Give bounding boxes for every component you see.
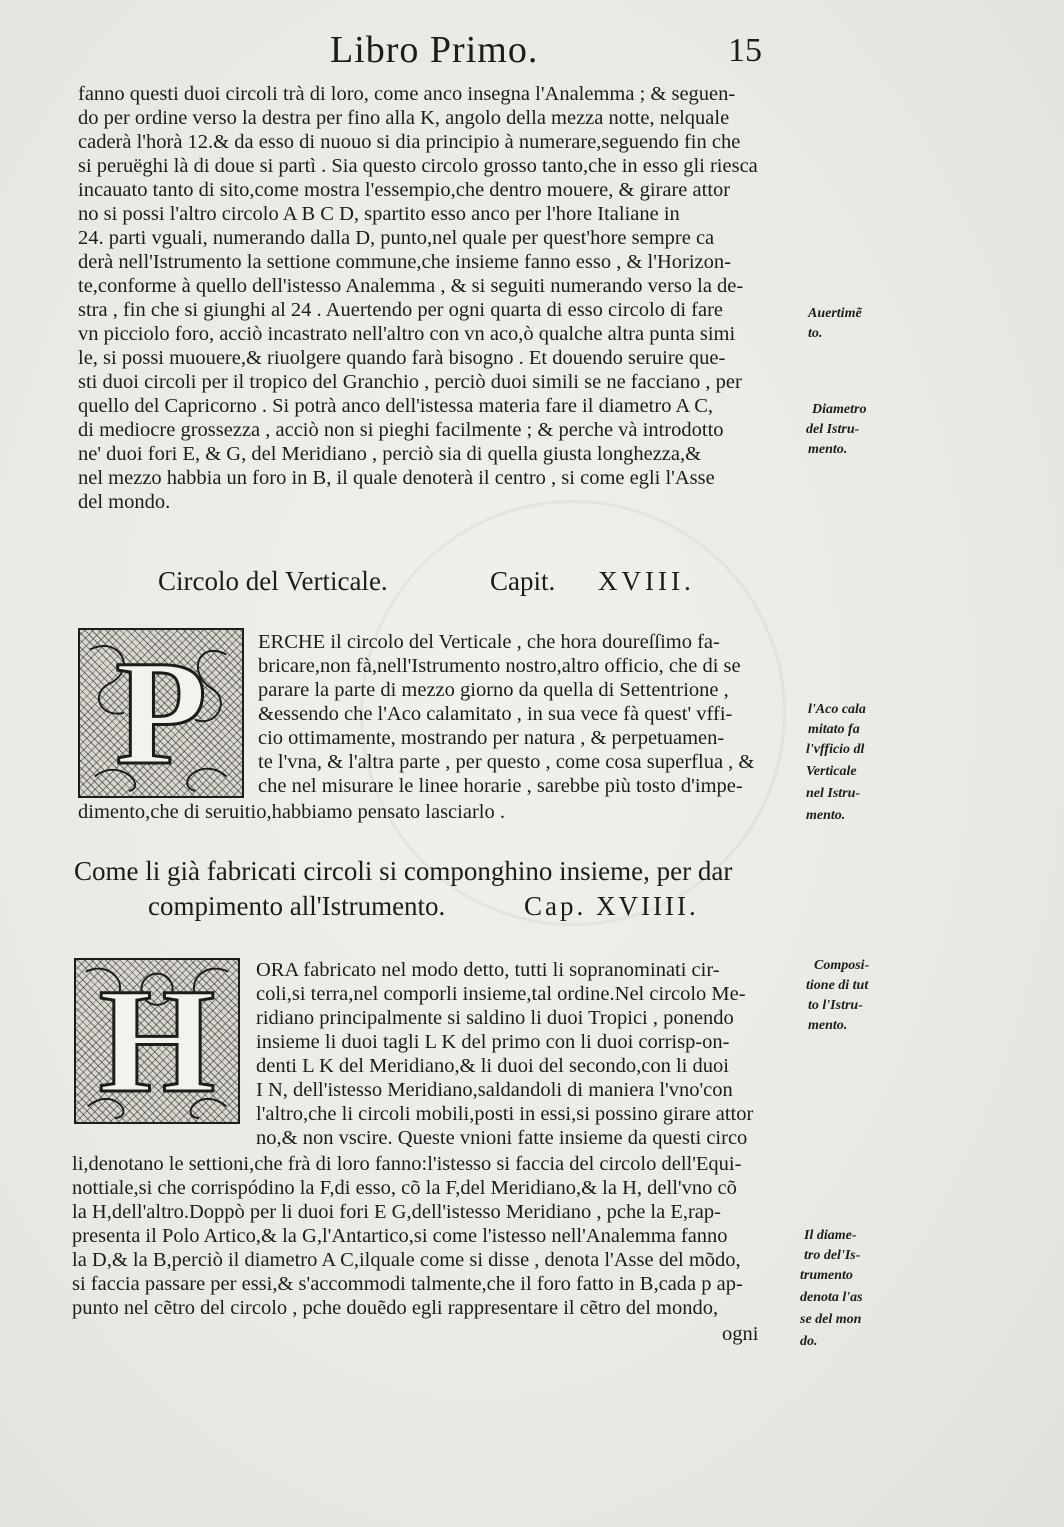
text-line: &essendo che l'Aco calamitato , in sua vece fà quest' vffi- bbox=[258, 703, 733, 725]
text-line: derà nell'Istrumento la settione commune,che insieme fanno esso , & l'Horizon- bbox=[78, 251, 731, 273]
text-line: di mediocre grossezza , acciò non si pieghi facilmente ; & perche và introdotto bbox=[78, 419, 724, 441]
text-line: la H,dell'altro.Doppò per li duoi fori E G,dell'istesso Meridiano , pche la E,rap- bbox=[72, 1201, 721, 1223]
margin-line: Auertimẽ bbox=[808, 306, 862, 321]
text-line: nel mezzo habbia un foro in B, il quale denoterà il centro , si come egli l'Asse bbox=[78, 467, 715, 489]
text-line: I N, dell'istesso Meridiano,saldandoli di maniera l'vno'con bbox=[256, 1079, 733, 1101]
text-line: punto nel cẽtro del circolo , pche douẽdo egli rappresentare il cẽtro del mondo, bbox=[72, 1297, 719, 1319]
text-line: te,conforme à quello dell'istesso Analemma , & si seguiti numerando verso la de- bbox=[78, 275, 744, 297]
text-line: presenta il Polo Artico,& la G,l'Antartico,si come l'istesso nell'Analemma fanno bbox=[72, 1225, 728, 1247]
text-line: vn picciolo foro, acciò incastrato nell'altro con vn aco,ò qualche altra punta simi bbox=[78, 323, 736, 345]
text-line: dimento,che di seruitio,habbiamo pensato lasciarlo . bbox=[78, 801, 505, 823]
page-number: 15 bbox=[728, 32, 762, 69]
margin-line: l'Aco cala bbox=[808, 702, 866, 717]
margin-line: Verticale bbox=[806, 764, 857, 779]
chapter-18-title: Circolo del Verticale. bbox=[158, 566, 388, 596]
text-line: caderà l'horà 12.& da esso di nuouo si dia principio à numerare,seguendo fin che bbox=[78, 131, 741, 153]
text-line: sti duoi circoli per il tropico del Granchio , perciò duoi simili se ne facciano , per bbox=[78, 371, 742, 393]
text-line: te l'vna, & l'altra parte , per questo , come cosa superflua , & bbox=[258, 751, 755, 773]
margin-line: Il diame- bbox=[804, 1228, 857, 1243]
text-line: ORA fabricato nel modo detto, tutti li sopranominati cir- bbox=[256, 959, 720, 981]
margin-line: mento. bbox=[806, 808, 846, 823]
text-line: ridiano principalmente si saldino li duoi Tropici , ponendo bbox=[256, 1007, 734, 1029]
running-head: Libro Primo. bbox=[330, 29, 539, 71]
margin-line: Diametro bbox=[812, 402, 867, 417]
initial-letter: H bbox=[98, 958, 216, 1124]
text-line: del mondo. bbox=[78, 491, 171, 513]
decorated-initial-p bbox=[78, 628, 244, 798]
text-line: che nel misurare le linee horarie , sarebbe più tosto d'impe- bbox=[258, 775, 743, 797]
margin-line: tro del'Is- bbox=[804, 1248, 861, 1263]
text-line: stra , fin che si giunghi al 24 . Auertendo per ogni quarta di esso circolo di fare bbox=[78, 299, 723, 321]
margin-line: se del mon bbox=[800, 1312, 862, 1327]
margin-line: del Istru- bbox=[806, 422, 860, 437]
margin-line: l'vfficio dl bbox=[806, 742, 865, 757]
text-line: li,denotano le settioni,che frà di loro fanno:l'istesso si faccia del circolo dell'Equi- bbox=[72, 1153, 742, 1175]
text-line: bricare,non fà,nell'Istrumento nostro,altro officio, che di se bbox=[258, 655, 741, 677]
margin-line: mento. bbox=[808, 1018, 848, 1033]
chapter-19-number: Cap. XVIIII. bbox=[524, 891, 699, 921]
decorated-initial-h bbox=[74, 958, 240, 1124]
text-line: fanno questi duoi circoli trà di loro, come anco insegna l'Analemma ; & seguen- bbox=[78, 83, 736, 105]
chapter-19-title: Come li già fabricati circoli si componghino insieme, per dar bbox=[74, 856, 733, 886]
margin-line: tione di tut bbox=[806, 978, 869, 993]
catchword: ogni bbox=[722, 1323, 759, 1345]
margin-line: Composi- bbox=[814, 958, 870, 973]
margin-line: nel Istru- bbox=[806, 786, 861, 801]
text-line: nottiale,si che corrispódino la F,di esso, cõ la F,del Meridiano,& la H, dell'vno cõ bbox=[72, 1177, 737, 1199]
margin-line: mento. bbox=[808, 442, 848, 457]
text-line: ERCHE il circolo del Verticale , che hora doureſſimo fa- bbox=[258, 631, 720, 653]
text-line: parare la parte di mezzo giorno da quella di Settentrione , bbox=[258, 679, 729, 701]
text-line: denti L K del Meridiano,& li duoi del secondo,con li duoi bbox=[256, 1055, 729, 1077]
margin-line: to. bbox=[808, 326, 823, 341]
margin-line: denota l'as bbox=[800, 1290, 863, 1305]
text-line: si peruëghi là di doue si partì . Sia questo circolo grosso tanto,che in esso gli riesca bbox=[78, 155, 758, 177]
text-line: incauato tanto di sito,come mostra l'essempio,che dentro mouere, & girare attor bbox=[78, 179, 731, 201]
text-line: insieme li duoi tagli L K del primo con li duoi corrisp-on- bbox=[256, 1031, 730, 1053]
text-line: ne' duoi fori E, & G, del Meridiano , perciò sia di quella giusta longhezza,& bbox=[78, 443, 702, 465]
text-line: l'altro,che li circoli mobili,posti in essi,si possino girare attor bbox=[256, 1103, 754, 1125]
text-line: cio ottimamente, mostrando per natura , & perpetuamen- bbox=[258, 727, 725, 749]
chapter-18-label: Capit. bbox=[490, 566, 556, 596]
text-line: si faccia passare per essi,& s'accommodi talmente,che il foro fatto in B,cada p ap- bbox=[72, 1273, 743, 1295]
chapter-19-title-cont: compimento all'Istrumento. bbox=[148, 891, 446, 921]
margin-line: do. bbox=[800, 1334, 818, 1349]
chapter-18-number: XVIII. bbox=[598, 566, 695, 596]
margin-line: trumento bbox=[800, 1268, 853, 1283]
initial-letter: P bbox=[115, 630, 207, 796]
text-line: do per ordine verso la destra per fino alla K, angolo della mezza notte, nelquale bbox=[78, 107, 730, 129]
margin-line: mitato fa bbox=[808, 722, 860, 737]
text-line: le, si possi muouere,& riuolgere quando farà bisogno . Et douendo seruire que- bbox=[78, 347, 726, 369]
text-line: la D,& la B,perciò il diametro A C,ilquale come si disse , denota l'Asse del mõdo, bbox=[72, 1249, 741, 1271]
margin-line: to l'Istru- bbox=[808, 998, 863, 1013]
text-line: 24. parti vguali, numerando dalla D, punto,nel quale per quest'hore sempre ca bbox=[78, 227, 715, 249]
text-line: coli,si terra,nel comporli insieme,tal ordine.Nel circolo Me- bbox=[256, 983, 746, 1005]
text-line: no,& non vscire. Queste vnioni fatte insieme da questi circo bbox=[256, 1127, 748, 1149]
text-line: no si possi l'altro circolo A B C D, spartito esso anco per l'hore Italiane in bbox=[78, 203, 680, 225]
text-line: quello del Capricorno . Si potrà anco dell'istessa materia fare il diametro A C, bbox=[78, 395, 714, 417]
